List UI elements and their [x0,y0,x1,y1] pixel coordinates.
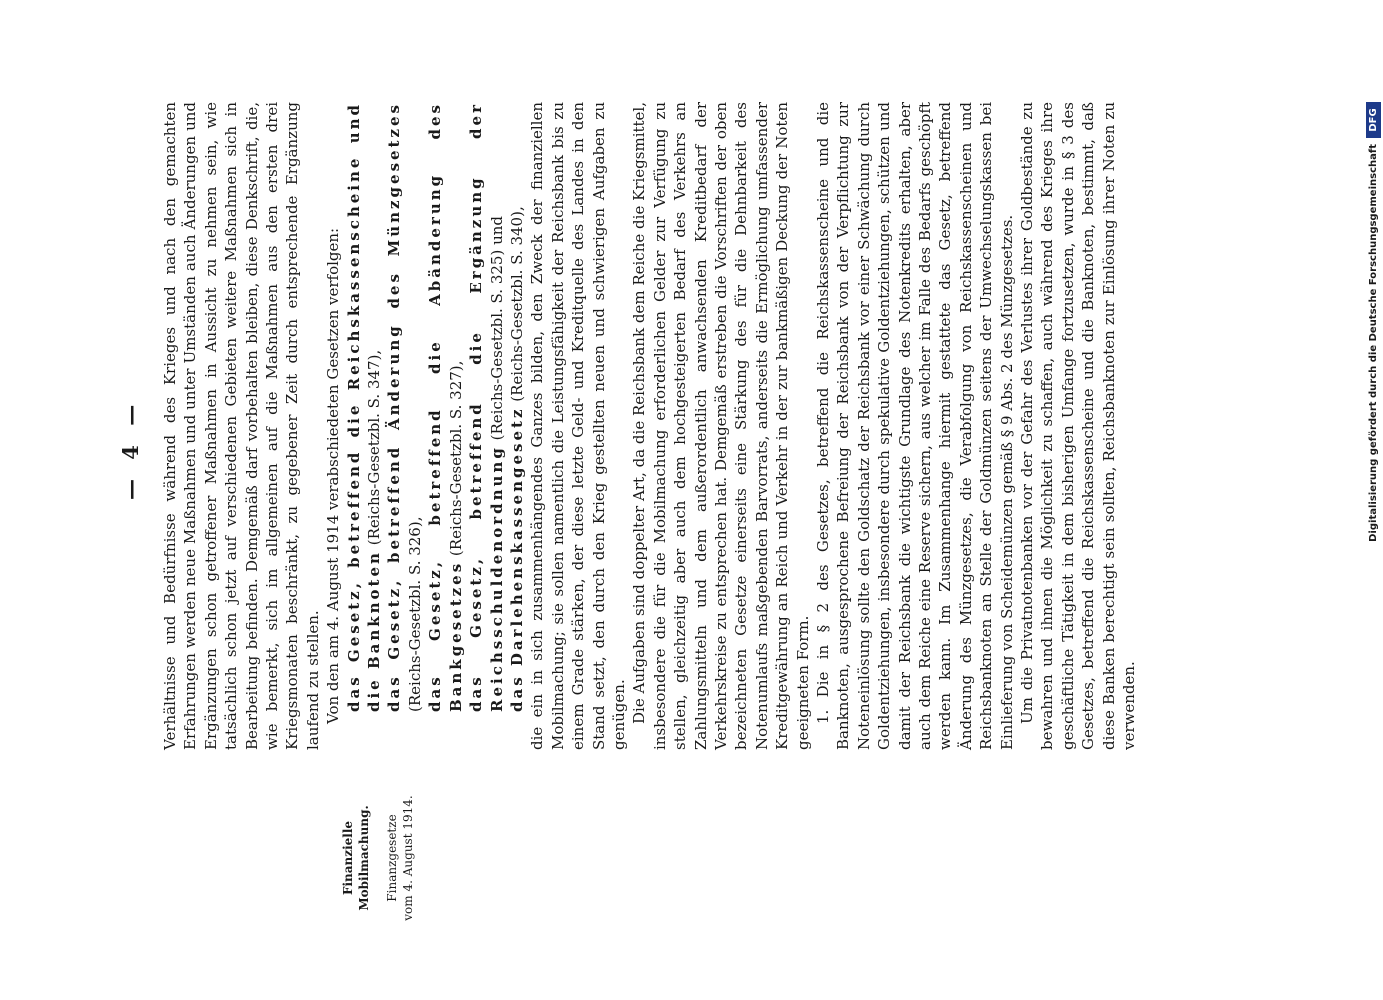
page-number: — 4 — [118,398,143,500]
law-title-2: das Gesetz, betreffend Änderung des Münzgesetzes [385,102,404,712]
law-item-5 [507,102,527,750]
margin-heading-2: Mobilmachung. [357,805,371,911]
law-title-4: das Gesetz, betreffend die Ergänzung der Reichsschuldenordnung [467,102,506,712]
margin-spacer [372,778,384,938]
margin-heading-1: Finanzielle [341,820,355,896]
law-item-3 [425,102,466,750]
law-item-1 [344,102,385,750]
law-title-3: das Gesetz, betreffend die Abänderung des Bankgesetzes [426,102,465,712]
law-title-1: das Gesetz, betreffend die Reichskassenscheine und die Banknoten [344,102,384,712]
laws-intro: Von den am 4. August 1914 verabschiedeten Gesetzen verfolgen: [324,227,343,724]
paragraph-4: 1. Die in § 2 des Gesetzes, betreffend die Reichskassenscheine und die Banknoten, ausgesprochene Befreiung der Reichsbank von der Verpflichtung zur Noteneinlösung sollte den Goldschatz der Reichsbank vor einer Schwächung durch Goldentziehungen, insbesondere durch spekulative Goldentziehungen, schützen und damit der Reichsbank die wichtigste Grundlage des Notenkredits erhalten, aber auch dem Reiche eine Reserve sichern, aus welcher im Falle des Bedarfs geschöpft werden kann. Im Zusammenhange hiermit gestattete das Gesetz, betreffend Änderung des Münzgesetzes, die Verabfolgung von Reichskassenscheinen und Reichsbanknoten an Stelle der Goldmünzen seitens der Umwechselungskassen bei Einlieferung von Scheidemünzen gemäß § 9 Abs. 2 des Münzgesetzes. [814,102,1016,750]
paragraph-3: Die Aufgaben sind doppelter Art, da die Reichsbank dem Reiche die Kriegsmittel, insbesondere die für die Mobilmachung erforderlichen Gelder zur Verfügung zu stellen, gleichzeitig aber auch dem hochgesteigerten Bedarf des Verkehrs an Zahlungsmitteln und dem außerordentlich anwachsenden Kreditbedarf der Verkehrskreise zu entsprechen hat. Demgemäß erstreben die Vorschriften der oben bezeichneten Gesetze einerseits eine Stärkung des für die Dehnbarkeit des Notenumlaufs maßgebenden Barvorrats, anderseits die Ermöglichung umfassender Kreditgewährung an Reich und Verkehr in der zur bankmäßigen Deckung der Noten geeigneten Form. [630,102,812,750]
law-ref-4: (Reichs-Gesetzbl. S. 325) und [487,215,506,441]
law-ref-2: (Reichs-Gesetzbl. S. 326), [405,516,424,712]
margin-subheading-1: Finanzgesetze [385,814,399,902]
paragraph-5: Um die Privatnotenbanken vor der Gefahr des Verlustes ihrer Goldbestände zu bewahren und ihnen die Möglichkeit zu schaffen, auch während des Krieges ihre geschäftliche Tätigkeit in dem bisherigen Umfange fortzusetzen, wurde in § 3 des Gesetzes, betreffend die Reichskassenscheine und die Banknoten, bestimmt, daß diese Banken berechtigt sein sollten, Reichsbanknoten zur Einlösung ihrer Noten zu verwenden. [1018,102,1139,750]
body-text [160,102,1140,750]
law-ref-5: (Reichs-Gesetzbl. S. 340), [507,206,526,402]
paragraph-2: die ein in sich zusammenhängendes Ganzes bilden, den Zweck der finanziellen Mobilmachung; sie sollen namentlich die Leistungsfähigkeit der Reichsbank bis zu einem Grade stärken, der diese letzte Geld- und Kreditquelle des Landes in den Stand setzt, den durch den Krieg gestellten neuen und schwierigen Aufgaben zu genügen. [528,102,628,750]
law-item-2 [384,102,425,750]
margin-note [340,778,416,938]
digitization-credit: Digitalisierung gefördert durch die Deutsche Forschungsgemeinschaft [1368,144,1379,542]
law-title-5: das Darlehenskassengesetz [507,406,526,712]
law-ref-3: (Reichs-Gesetzbl. S. 327), [446,360,465,557]
margin-subheading-2: vom 4. August 1914. [401,795,415,921]
law-ref-1: (Reichs-Gesetzbl. S. 347), [365,349,384,546]
paragraph-1: Verhältnisse und Bedürfnisse während des Krieges und nach den gemachten Erfahrungen werden neue Maßnahmen und unter Umständen auch Änderungen und Ergänzungen schon getroffener Maßnahmen in Aussicht zu nehmen sein, wie tatsächlich schon jetzt auf verschiedenen Gebieten weitere Maßnahmen sich in Bearbeitung befinden. Demgemäß darf vorbehalten bleiben, diese Denkschrift, die, wie bemerkt, sich im allgemeinen auf die Maßnahmen aus den ersten drei Kriegsmonaten beschränkt, zu gegebener Zeit durch entsprechende Ergänzung laufend zu stellen. [161,102,322,750]
law-item-4 [466,102,507,750]
dfg-logo: DFG [1366,102,1381,138]
